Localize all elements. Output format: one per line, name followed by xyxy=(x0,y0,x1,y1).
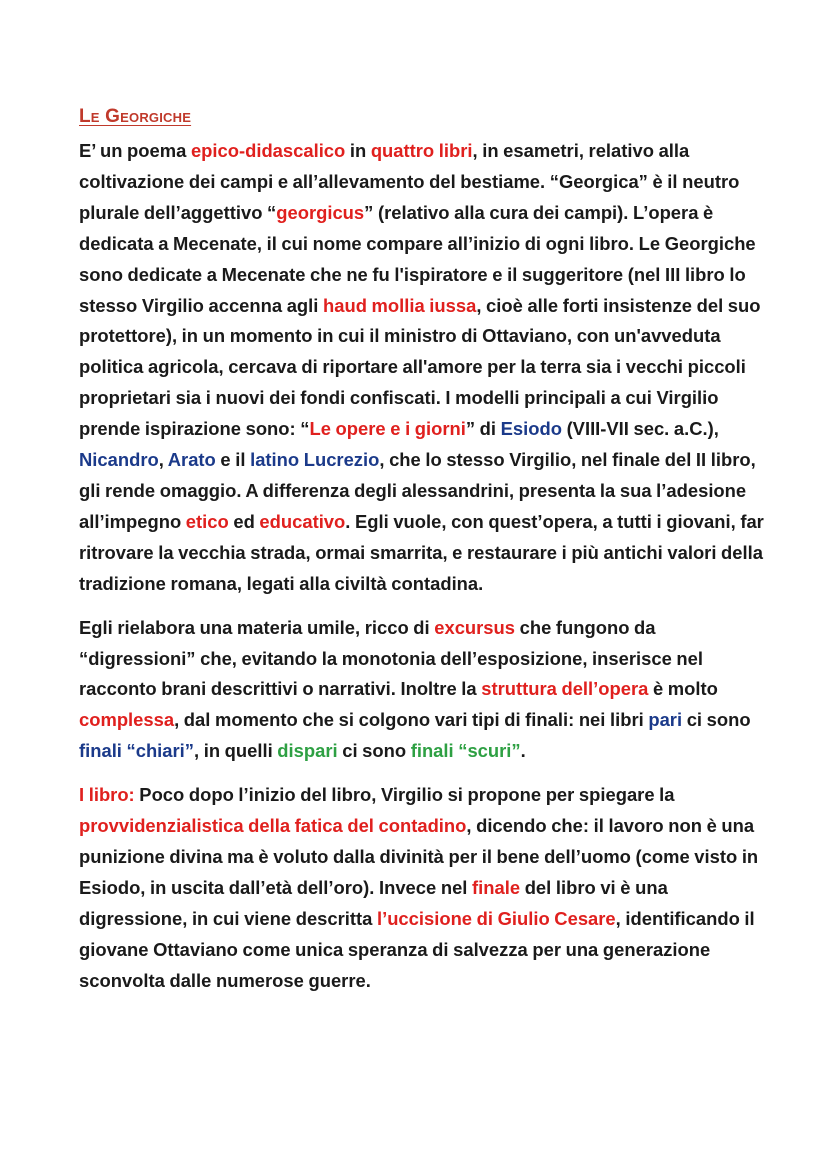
highlight-red: I libro: xyxy=(79,784,135,806)
text-span: è molto xyxy=(648,678,718,700)
highlight-red: educativo xyxy=(259,510,346,532)
text-span: , in esametri, relativo alla coltivazione dei campi e all’allevamento del bestiame. “Georgica” è il neutro plurale dell’aggettivo “ xyxy=(79,140,740,223)
text-span: Poco dopo l’inizio del libro, Virgilio si propone per spiegare la xyxy=(134,784,675,806)
highlight-blue: finali “chiari” xyxy=(79,740,194,762)
text-span: E’ un poema xyxy=(79,140,191,161)
text-span: , in quelli xyxy=(193,740,278,762)
text-span: del libro vi è una digressione, in cui viene descritta xyxy=(79,876,668,929)
text-span: (VIII-VII sec. a.C.), xyxy=(561,418,719,440)
text-span: , identificando il giovane Ottaviano come unica speranza di salvezza per una generazione sconvolta dalle numerose guerre. xyxy=(79,907,755,991)
highlight-red: epico-didascalico xyxy=(190,140,346,161)
highlight-red: excursus xyxy=(434,616,515,638)
highlight-red: Le opere e i giorni xyxy=(309,418,466,440)
text-span: , cioè alle forti insistenze del suo protettore), in un momento in cui il ministro di Ottaviano, con un'avveduta politica agricola, cercava di riportare all'amore per la terra sia i vecchi piccoli proprietari sia i nuovi dei fondi confiscati. I modelli principali a cui Virgilio prende ispirazione sono: “ xyxy=(79,294,761,440)
text-span: . Egli vuole, con quest’opera, a tutti i giovani, far ritrovare la vecchia strada, ormai smarrita, e restaurare i più antichi valori della tradizione romana, legati alla civiltà contadina. xyxy=(79,510,764,594)
paragraph-intro xyxy=(79,136,768,600)
highlight-blue: pari xyxy=(648,709,683,731)
text-span: ” (relativo alla cura dei campi). L’opera è dedicata a Mecenate, il cui nome compare all’inizio di ogni libro. Le Georgiche sono dedicate a Mecenate che ne fu l'ispiratore e il suggeritore (nel III libro lo stesso Virgilio accenna agli xyxy=(79,201,756,316)
paragraph-first-book xyxy=(79,780,768,996)
highlight-blue: latino Lucrezio xyxy=(250,449,380,471)
text-span: , xyxy=(158,449,168,471)
highlight-red: quattro libri xyxy=(370,140,473,161)
highlight-red: complessa xyxy=(79,709,175,731)
text-span: ci sono xyxy=(682,709,751,731)
page-title xyxy=(79,102,768,132)
text-span: . xyxy=(520,740,526,762)
text-span: ci sono xyxy=(337,740,411,762)
text-span: ” di xyxy=(465,418,501,440)
highlight-red: georgicus xyxy=(276,201,365,223)
text-span: Egli rielabora una materia umile, ricco di xyxy=(79,616,435,638)
text-span: ed xyxy=(228,510,260,532)
highlight-blue: Esiodo xyxy=(500,418,562,440)
highlight-red: finale xyxy=(472,876,521,898)
highlight-red: provvidenzialistica della fatica del contadino xyxy=(79,815,467,837)
highlight-green: finali “scuri” xyxy=(410,740,521,762)
highlight-red: l’uccisione di Giulio Cesare xyxy=(376,907,616,929)
highlight-green: dispari xyxy=(277,740,338,762)
text-span: , dicendo che: il lavoro non è una punizione divina ma è voluto dalla divinità per il bene dell’uomo (come visto in Esiodo, in uscita dall’età dell’oro). Invece nel xyxy=(79,815,759,898)
text-span: , che lo stesso Virgilio, nel finale del II libro, gli rende omaggio. A differenza degli alessandrini, presenta la sua l’adesione all’impegno xyxy=(79,449,756,532)
highlight-red: struttura dell’opera xyxy=(481,678,649,700)
highlight-red: etico xyxy=(185,510,229,532)
title-text: Le Georgiche xyxy=(79,106,192,127)
text-span: in xyxy=(345,140,371,161)
paragraph-structure xyxy=(79,613,768,768)
highlight-blue: Nicandro xyxy=(79,449,159,471)
text-span: , dal momento che si colgono vari tipi di finali: nei libri xyxy=(174,709,649,731)
highlight-red: haud mollia iussa xyxy=(323,294,477,316)
text-span: che fungono da “digressioni” che, evitando la monotonia dell’esposizione, inserisce nel racconto brani descrittivi o narrativi. Inoltre la xyxy=(79,616,703,700)
highlight-blue: Arato xyxy=(167,449,216,471)
text-span: e il xyxy=(215,449,251,471)
